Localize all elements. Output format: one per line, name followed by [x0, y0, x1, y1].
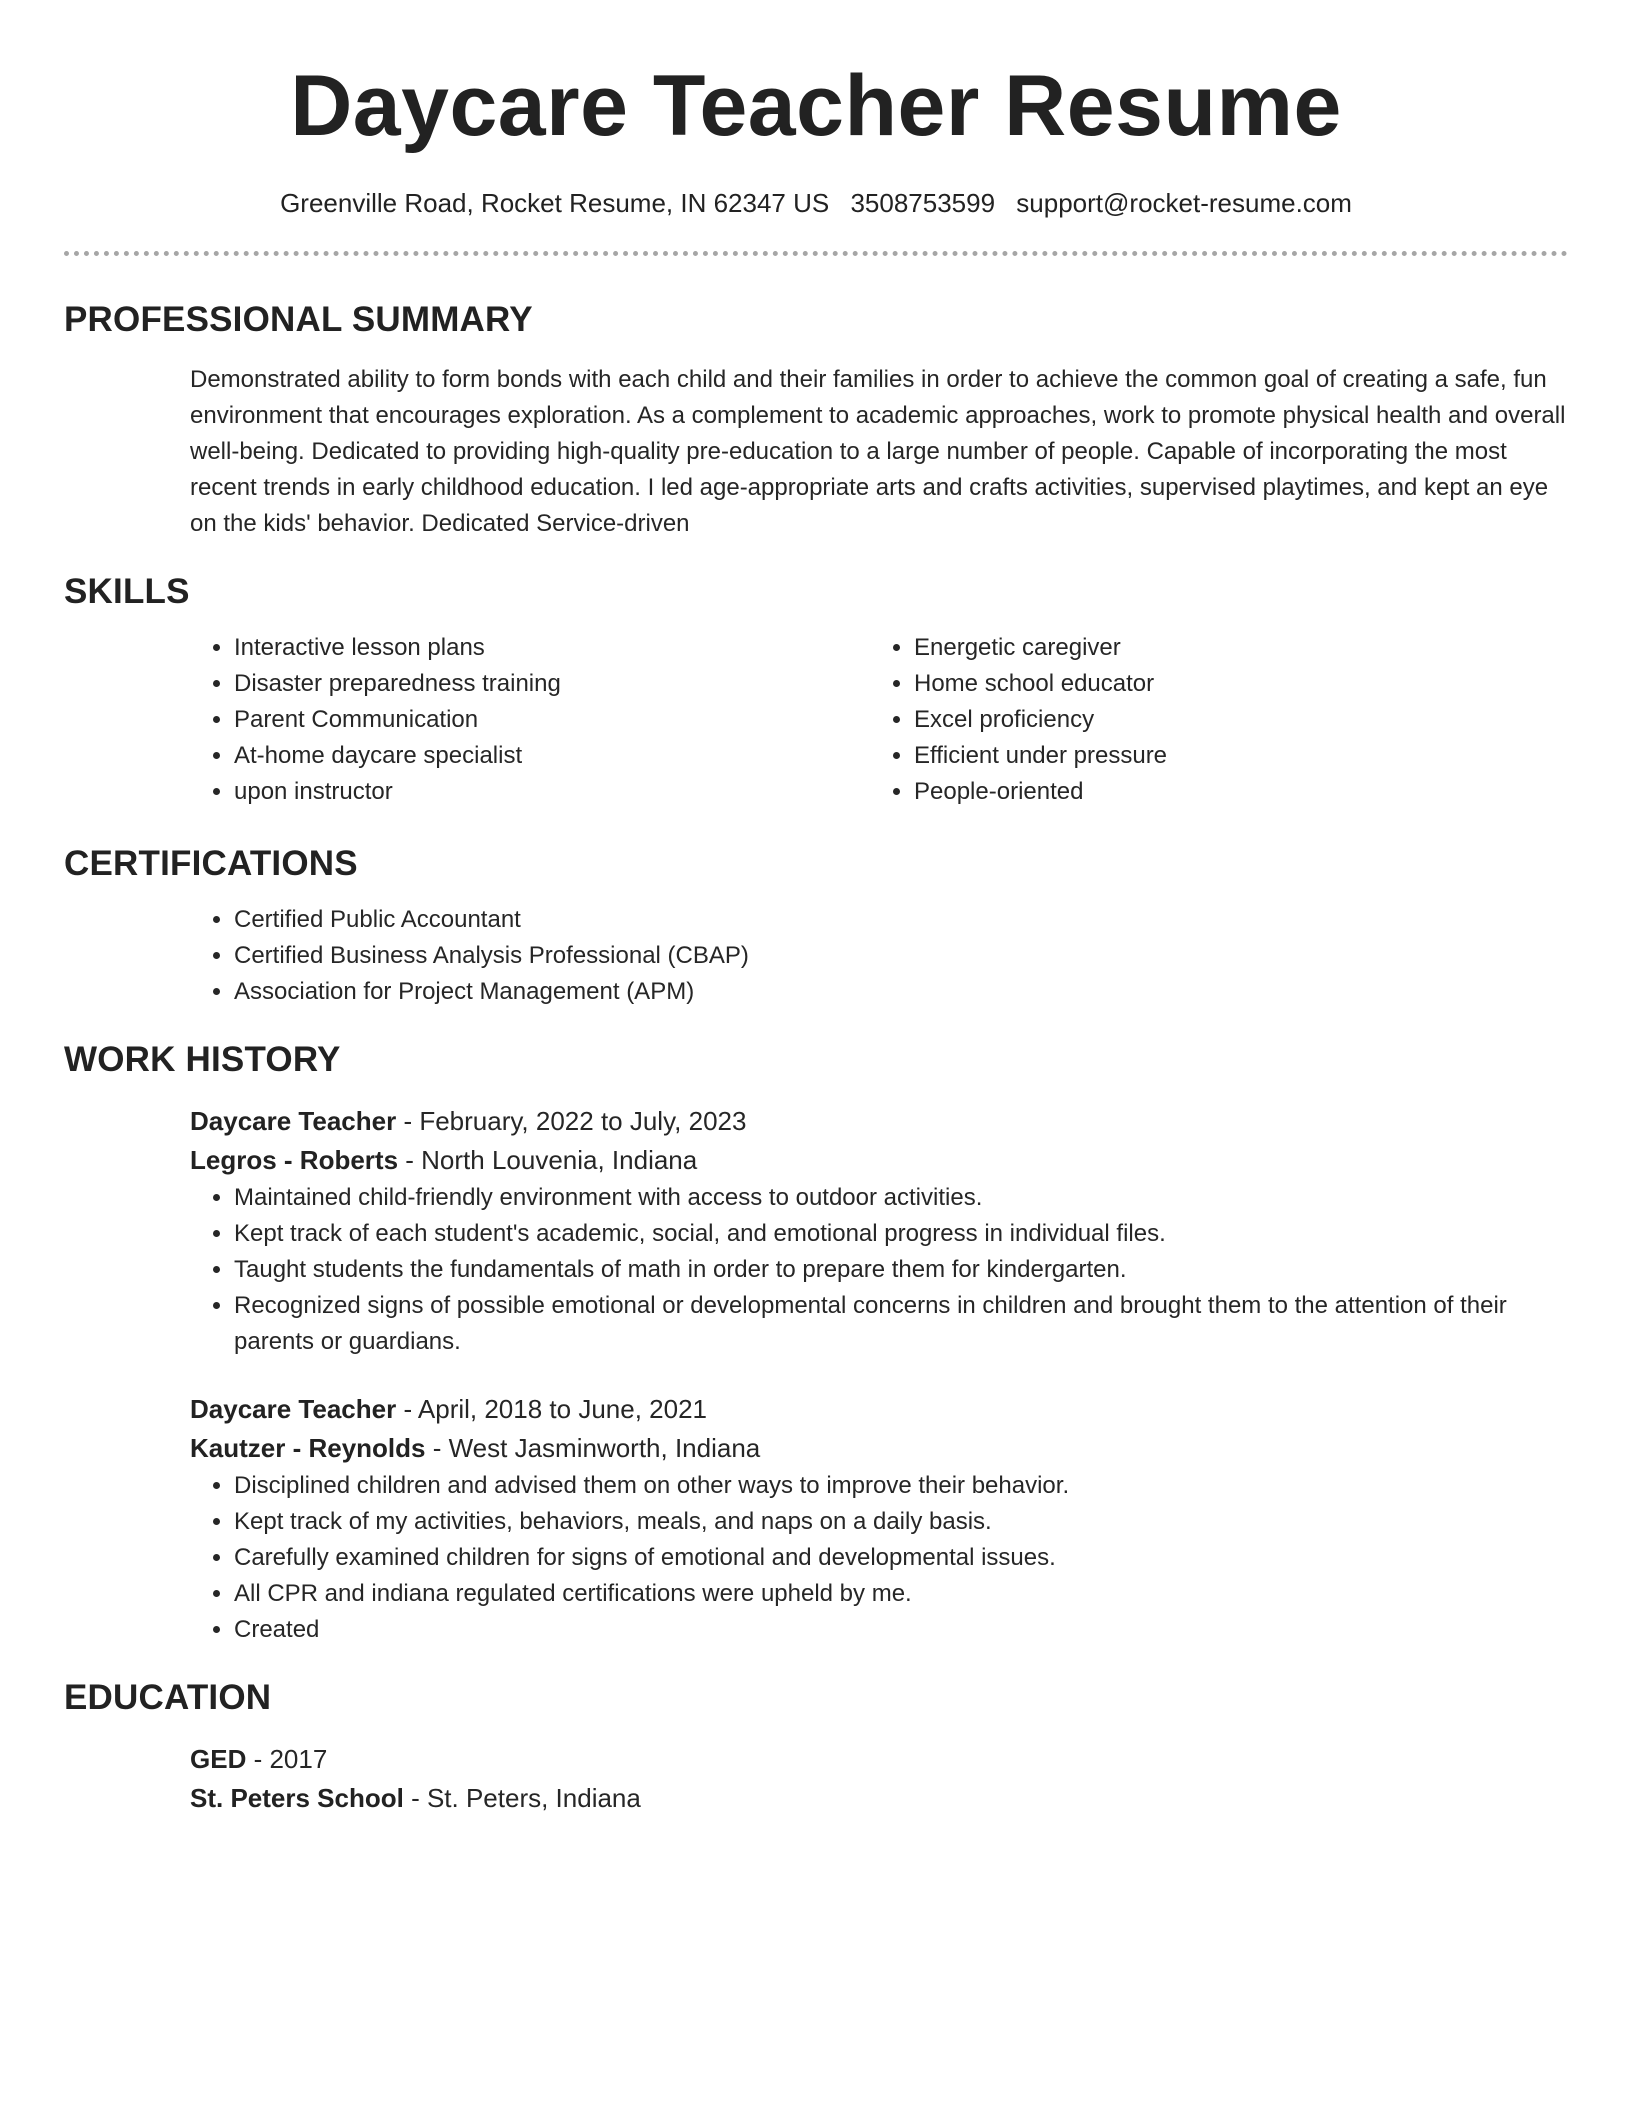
certification-item: • Association for Project Management (APM)	[234, 974, 1568, 1010]
job-title-line	[190, 1390, 1568, 1429]
job-duty-item: • Recognized signs of possible emotional or developmental concerns in children and brought them to the attention of their parents or guardians.	[234, 1288, 1568, 1360]
job-company-line	[190, 1429, 1568, 1468]
summary-text: Demonstrated ability to form bonds with each child and their families in order to achieve the common goal of creating a safe, fun environment that encourages exploration. As a complement to academic approaches, work to promote physical health and overall well-being. Dedicated to providing high-quality pre-education to a large number of people. Capable of incorporating the most recent trends in early childhood education. I led age-appropriate arts and crafts activities, supervised playtimes, and kept an eye on the kids' behavior. Dedicated Service-driven	[190, 366, 1566, 537]
job-duties	[190, 1180, 1568, 1360]
summary-section	[64, 362, 1568, 542]
skills-grid	[190, 630, 1568, 810]
certification-item: • Certified Public Accountant	[234, 902, 1568, 938]
skill-item: • Interactive lesson plans	[234, 630, 870, 666]
education-degree: GED	[190, 1744, 247, 1774]
contact-address: Greenville Road, Rocket Resume, IN 62347 US	[280, 188, 830, 218]
contact-phone: 3508753599	[850, 188, 996, 218]
job-company: Legros - Roberts	[190, 1145, 399, 1175]
job-location: - West Jasminworth, Indiana	[425, 1433, 761, 1463]
job-duty-item: • Maintained child-friendly environment with access to outdoor activities.	[234, 1180, 1568, 1216]
skill-item: • Parent Communication	[234, 702, 870, 738]
skills-section	[64, 630, 1568, 810]
skill-item: • Excel proficiency	[914, 702, 1550, 738]
job-duty-item: • All CPR and indiana regulated certifications were upheld by me.	[234, 1576, 1568, 1612]
job-duty-item: • Carefully examined children for signs of emotional and developmental issues.	[234, 1540, 1568, 1576]
section-heading-work-history: WORK HISTORY	[64, 1040, 341, 1079]
skill-item: • People-oriented	[914, 774, 1550, 810]
skill-item: • Efficient under pressure	[914, 738, 1550, 774]
job-duty-item: • Kept track of my activities, behaviors, meals, and naps on a daily basis.	[234, 1504, 1568, 1540]
job-entry	[190, 1102, 1568, 1360]
education-degree-line	[190, 1740, 1568, 1779]
education-school: St. Peters School	[190, 1783, 404, 1813]
contact-info	[64, 186, 1568, 220]
section-heading-summary: PROFESSIONAL SUMMARY	[64, 300, 533, 339]
header-divider	[64, 251, 1568, 256]
job-company-line	[190, 1141, 1568, 1180]
section-heading-certifications: CERTIFICATIONS	[64, 844, 358, 883]
certification-item: • Certified Business Analysis Professional (CBAP)	[234, 938, 1568, 974]
work-history-section	[64, 1102, 1568, 1648]
skill-item: • At-home daycare specialist	[234, 738, 870, 774]
certifications-section	[64, 902, 1568, 1010]
job-dates: - April, 2018 to June, 2021	[396, 1394, 707, 1424]
skill-item: • Home school educator	[914, 666, 1550, 702]
section-heading-education: EDUCATION	[64, 1678, 272, 1717]
job-entry	[190, 1390, 1568, 1648]
skills-column-right	[870, 630, 1550, 810]
page-title: Daycare Teacher Resume	[290, 58, 1342, 154]
job-title: Daycare Teacher	[190, 1106, 397, 1136]
job-title-line	[190, 1102, 1568, 1141]
job-company: Kautzer - Reynolds	[190, 1433, 426, 1463]
job-location: - North Louvenia, Indiana	[398, 1145, 698, 1175]
skill-item: • upon instructor	[234, 774, 870, 810]
job-duty-item: • Taught students the fundamentals of math in order to prepare them for kindergarten.	[234, 1252, 1568, 1288]
job-duty-item: • Created	[234, 1612, 1568, 1648]
job-dates: - February, 2022 to July, 2023	[396, 1106, 747, 1136]
education-school-line	[190, 1779, 1568, 1818]
section-heading-skills: SKILLS	[64, 572, 190, 611]
skills-column-left	[190, 630, 870, 810]
job-duties	[190, 1468, 1568, 1648]
education-location: - St. Peters, Indiana	[403, 1783, 641, 1813]
contact-email: support@rocket-resume.com	[1016, 188, 1352, 218]
job-duty-item: • Disciplined children and advised them on other ways to improve their behavior.	[234, 1468, 1568, 1504]
skill-item: • Disaster preparedness training	[234, 666, 870, 702]
job-duty-item: • Kept track of each student's academic, social, and emotional progress in individual files.	[234, 1216, 1568, 1252]
skill-item: • Energetic caregiver	[914, 630, 1550, 666]
education-year: - 2017	[246, 1744, 328, 1774]
job-title: Daycare Teacher	[190, 1394, 397, 1424]
education-section	[64, 1740, 1568, 1818]
